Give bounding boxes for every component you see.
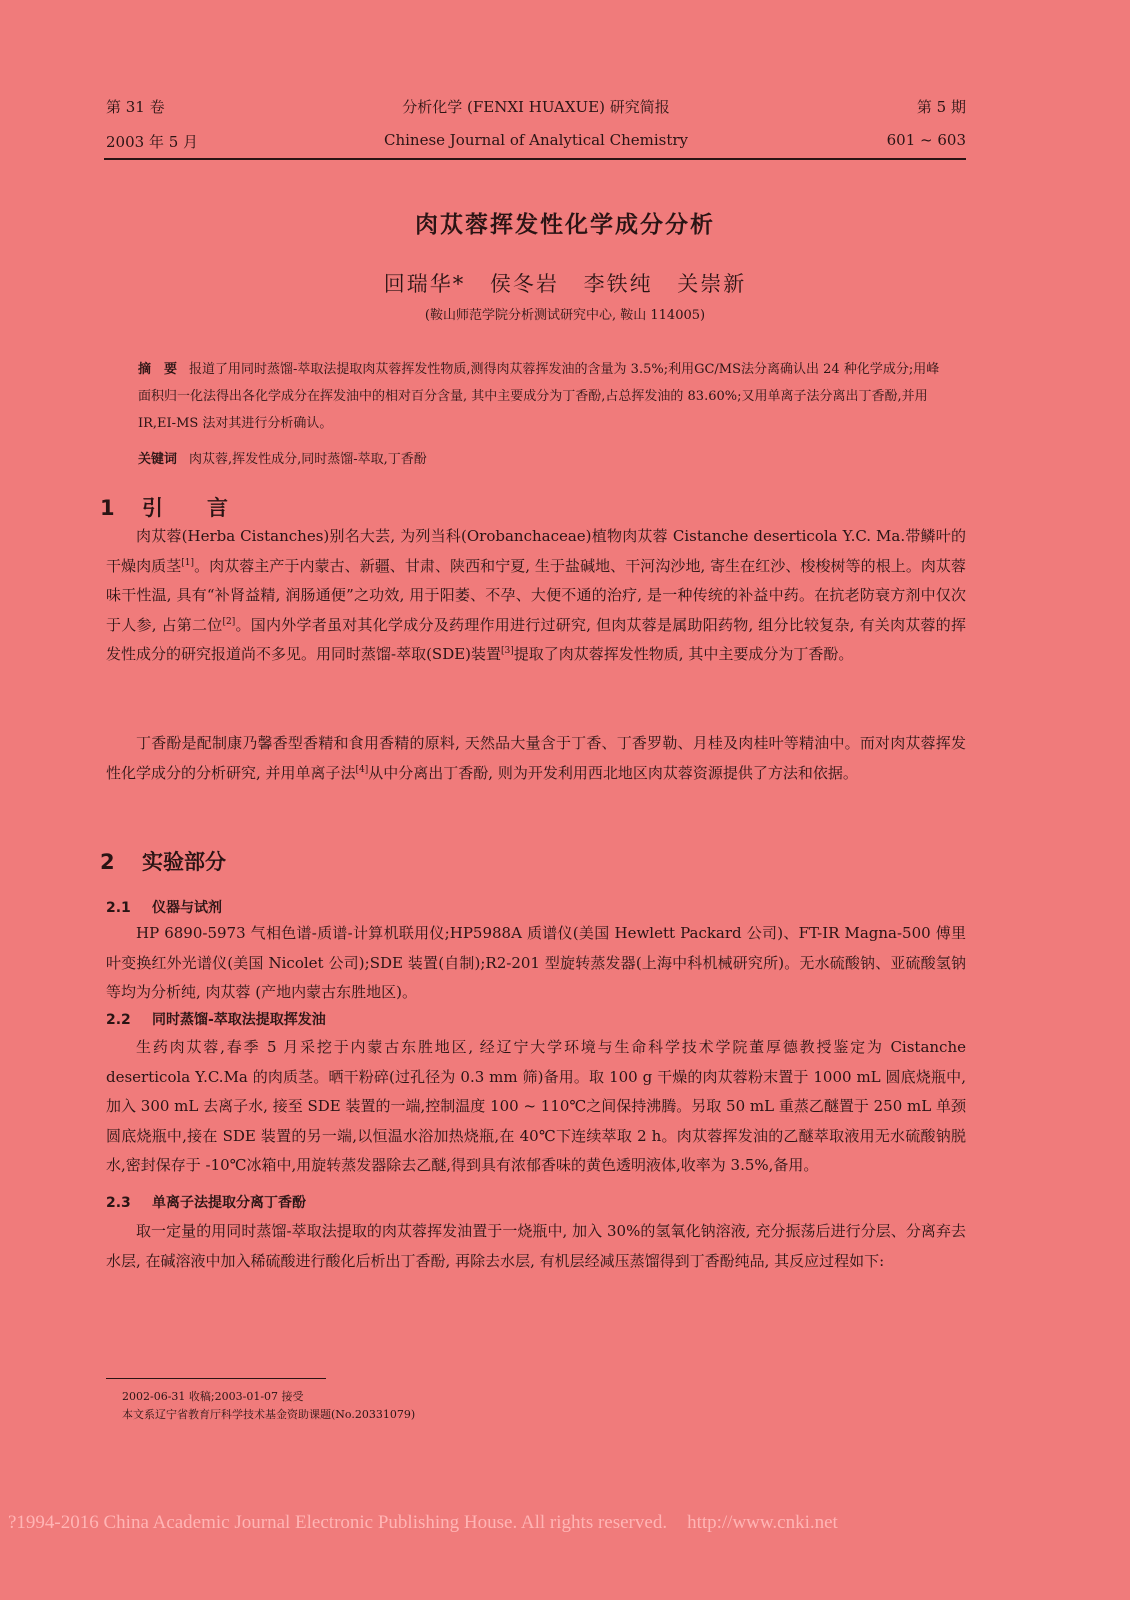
section-title: 引言 [142, 496, 272, 520]
citation: [3] [501, 646, 514, 656]
abstract-text: 报道了用同时蒸馏-萃取法提取肉苁蓉挥发性物质,测得肉苁蓉挥发油的含量为 3.5%;利用GC/MS法分离确认出 24 种化学成分;用峰面积归一化法得出各化学成分在挥发油中的相对百分含量, 其中主要成分为丁香酚,占总挥发油的 83.60%;又用单离子法分离出丁香酚,并用 IR,EI-MS 法对其进行分析确认。 [138, 362, 940, 431]
paper-title: 肉苁蓉挥发性化学成分分析 [415, 212, 715, 238]
footnote-received: 2002-06-31 收稿;2003-01-07 接受 [122, 1390, 304, 1403]
subsection-title: 同时蒸馏-萃取法提取挥发油 [152, 1012, 326, 1028]
section-number: 2 [100, 850, 115, 874]
header-rule [104, 158, 966, 160]
keywords [138, 448, 950, 467]
keywords-label: 关键词 [138, 452, 178, 467]
text-run: 肉苁蓉(Herba Cistanches)别名大芸, 为列当科(Orobanchaceae)植物肉苁蓉 Cistanche deserticola Y.C. Ma.带鳞叶的干燥肉质茎 [106, 527, 966, 575]
journal-name-cn: 分析化学 (FENXI HUAXUE) 研究简报 [402, 98, 670, 116]
footnote-funding: 本文系辽宁省教育厅科学技术基金资助课题(No.20331079) [122, 1408, 416, 1421]
citation: [1] [181, 557, 195, 568]
subsection-heading-2-3 [106, 1192, 306, 1212]
section-title: 实验部分 [142, 850, 226, 874]
copyright-watermark [8, 1512, 838, 1534]
paragraph-instruments: HP 6890-5973 气相色谱-质谱-计算机联用仪;HP5988A 质谱仪(美国 Hewlett Packard 公司)、FT-IR Magna-500 傅里叶变换红外光谱仪(美国 Nicolet 公司);SDE 装置(自制);R2-201 型旋转蒸发器(上海中科机械研究所)。无水硫酸钠、亚硫酸氢钠等均为分析纯, 肉苁蓉 (产地内蒙古东胜地区)。 [106, 924, 966, 1001]
subsection-heading-2-2 [106, 1009, 326, 1029]
footnote-rule [106, 1378, 326, 1379]
paragraph-separation: 取一定量的用同时蒸馏-萃取法提取的肉苁蓉挥发油置于一烧瓶中, 加入 30%的氢氧化钠溶液, 充分振荡后进行分层、分离弃去水层, 在碱溶液中加入稀硫酸进行酸化后析出丁香酚, 再除去水层, 有机层经减压蒸馏得到丁香酚纯品, 其反应过程如下: [106, 1222, 966, 1270]
section-heading-intro [100, 492, 272, 522]
journal-name-en: Chinese Journal of Analytical Chemistry [383, 131, 689, 149]
copyright-text: ?1994-2016 China Academic Journal Electronic Publishing House. All rights reserved. [8, 1512, 668, 1533]
paragraph-extraction: 生药肉苁蓉,春季 5 月采挖于内蒙古东胜地区, 经辽宁大学环境与生命科学技术学院董厚德教授鉴定为 Cistanche deserticola Y.C.Ma 的肉质茎。晒干粉碎(过孔径为 0.3 mm 筛)备用。取 100 g 干燥的肉苁蓉粉末置于 1000 mL 圆底烧瓶中,加入 300 mL 去离子水, 接至 SDE 装置的一端,控制温度 100 ~ 110℃之间保持沸腾。另取 50 mL 重蒸乙醚置于 250 mL 单颈圆底烧瓶中,接在 SDE 装置的另一端,以恒温水浴加热烧瓶,在 40℃下连续萃取 2 h。肉苁蓉挥发油的乙醚萃取液用无水硫酸钠脱水,密封保存于 -10℃冰箱中,用旋转蒸发器除去乙醚,得到具有浓郁香味的黄色透明液体,收率为 3.5%,备用。 [106, 1038, 966, 1174]
abstract-label: 摘 要 [138, 362, 178, 377]
subsection-title: 单离子法提取分离丁香酚 [152, 1195, 306, 1211]
paragraph-intro-1 [106, 522, 966, 670]
volume: 第 31 卷 [106, 98, 165, 116]
section-number: 1 [100, 496, 115, 520]
text-run: 从中分离出丁香酚, 则为开发利用西北地区肉苁蓉资源提供了方法和依据。 [368, 763, 858, 782]
section-heading-experimental [100, 846, 226, 876]
affiliation: (鞍山师范学院分析测试研究中心, 鞍山 114005) [424, 308, 706, 323]
citation: [2] [222, 616, 236, 627]
text-run: 提取了肉苁蓉挥发性物质, 其中主要成分为丁香酚。 [513, 645, 854, 663]
citation: [4] [355, 764, 369, 775]
issue: 第 5 期 [916, 98, 966, 116]
page-range: 601 ~ 603 [886, 131, 966, 149]
subsection-heading-2-1 [106, 897, 222, 917]
text-run: 丁香酚是配制康乃馨香型香精和食用香精的原料, 天然品大量含于丁香、丁香罗勒、月桂及肉桂叶等精油中。而对肉苁蓉挥发性化学成分的分析研究, 并用单离子法 [106, 734, 966, 782]
paragraph-intro-2 [106, 729, 966, 788]
text-run: 。肉苁蓉主产于内蒙古、新疆、甘肃、陕西和宁夏, 生于盐碱地、干河沟沙地, 寄生在红沙、梭梭树等的根上。肉苁蓉味干性温, 具有“补肾益精, 润肠通便”之功效, 用于阳萎、不孕、大便不通的治疗, 是一种传统的补益中药。在抗老防衰方剂中仅次于人参, 占第二位 [106, 556, 966, 634]
subsection-number: 2.3 [106, 1195, 131, 1211]
keywords-text: 肉苁蓉,挥发性成分,同时蒸馏-萃取,丁香酚 [189, 452, 427, 467]
subsection-title: 仪器与试剂 [152, 900, 222, 916]
cnki-link[interactable]: http://www.cnki.net [687, 1512, 838, 1533]
subsection-number: 2.1 [106, 900, 131, 916]
publication-date: 2003 年 5 月 [106, 133, 199, 151]
abstract [138, 356, 950, 437]
authors: 回瑞华* 侯冬岩 李铁纯 关崇新 [383, 272, 747, 296]
subsection-number: 2.2 [106, 1012, 131, 1028]
text-run: 。国内外学者虽对其化学成分及药理作用进行过研究, 但肉苁蓉是属助阳药物, 组分比较复杂, 有关肉苁蓉的挥发性成分的研究报道尚不多见。用同时蒸馏-萃取(SDE)装置 [106, 615, 966, 663]
